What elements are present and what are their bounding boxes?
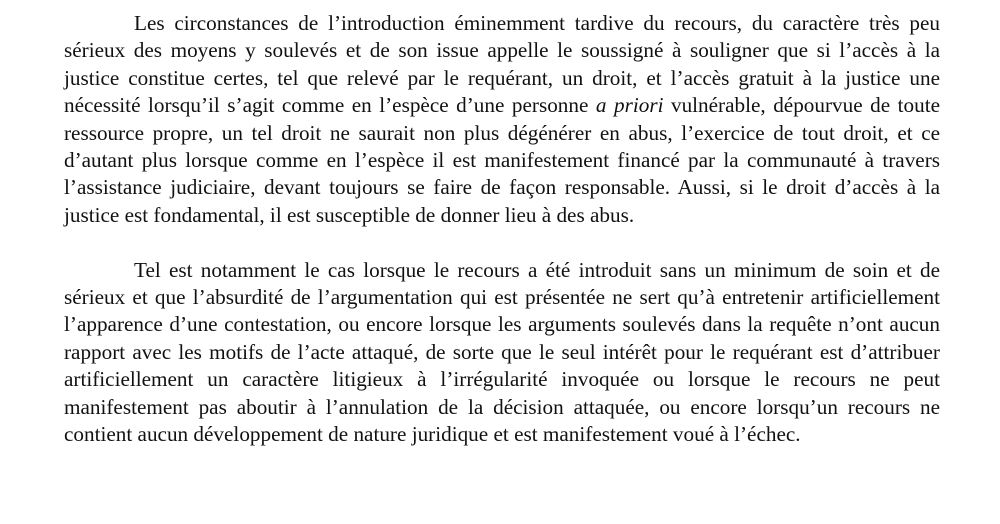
paragraph-2 [64, 257, 940, 449]
document-page [64, 10, 940, 448]
paragraph-2-text: Tel est notamment le cas lorsque le recours a été introduit sans un minimum de soin et de sérieux et que l’absurdité de l’argumentation qui est présentée ne sert qu’à entretenir artificiellement l’apparence d’une contestation, ou encore lorsque les arguments soulevés dans la requête n’ont aucun rapport avec les motifs de l’acte attaqué, de sorte que le seul intérêt pour le requérant est d’attribuer artificiellement un caractère litigieux à l’irrégularité invoquée ou lorsque le recours ne peut manifestement pas aboutir à l’annulation de la décision attaquée, ou encore lorsqu’un recours ne contient aucun développement de nature juridique et est manifestement voué à l’échec. [64, 257, 940, 447]
paragraph-1 [64, 10, 940, 229]
paragraph-1-text-start: Les circonstances de l’introduction éminemment tardive du recours, du caractère très peu sérieux des moyens y soulevés et de son issue appelle le soussigné à souligner que si l’accès à la justice constitue certes, tel que relevé par le requérant, un droit, et l’accès gratuit à la justice une nécessité lorsqu’il s’agit comme en l’espèce d’une personne [64, 11, 940, 118]
paragraph-1-italic-phrase: a priori [595, 93, 664, 118]
paragraph-1-text-end: vulnérable, dépourvue de toute ressource propre, un tel droit ne saurait non plus dégénérer en abus, l’exercice de tout droit, et ce d’autant plus lorsque comme en l’espèce il est manifestement financé par la communauté à travers l’assistance judiciaire, devant toujours se faire de façon responsable. Aussi, si le droit d’accès à la justice est fondamental, il est susceptible de donner lieu à des abus. [64, 93, 941, 227]
